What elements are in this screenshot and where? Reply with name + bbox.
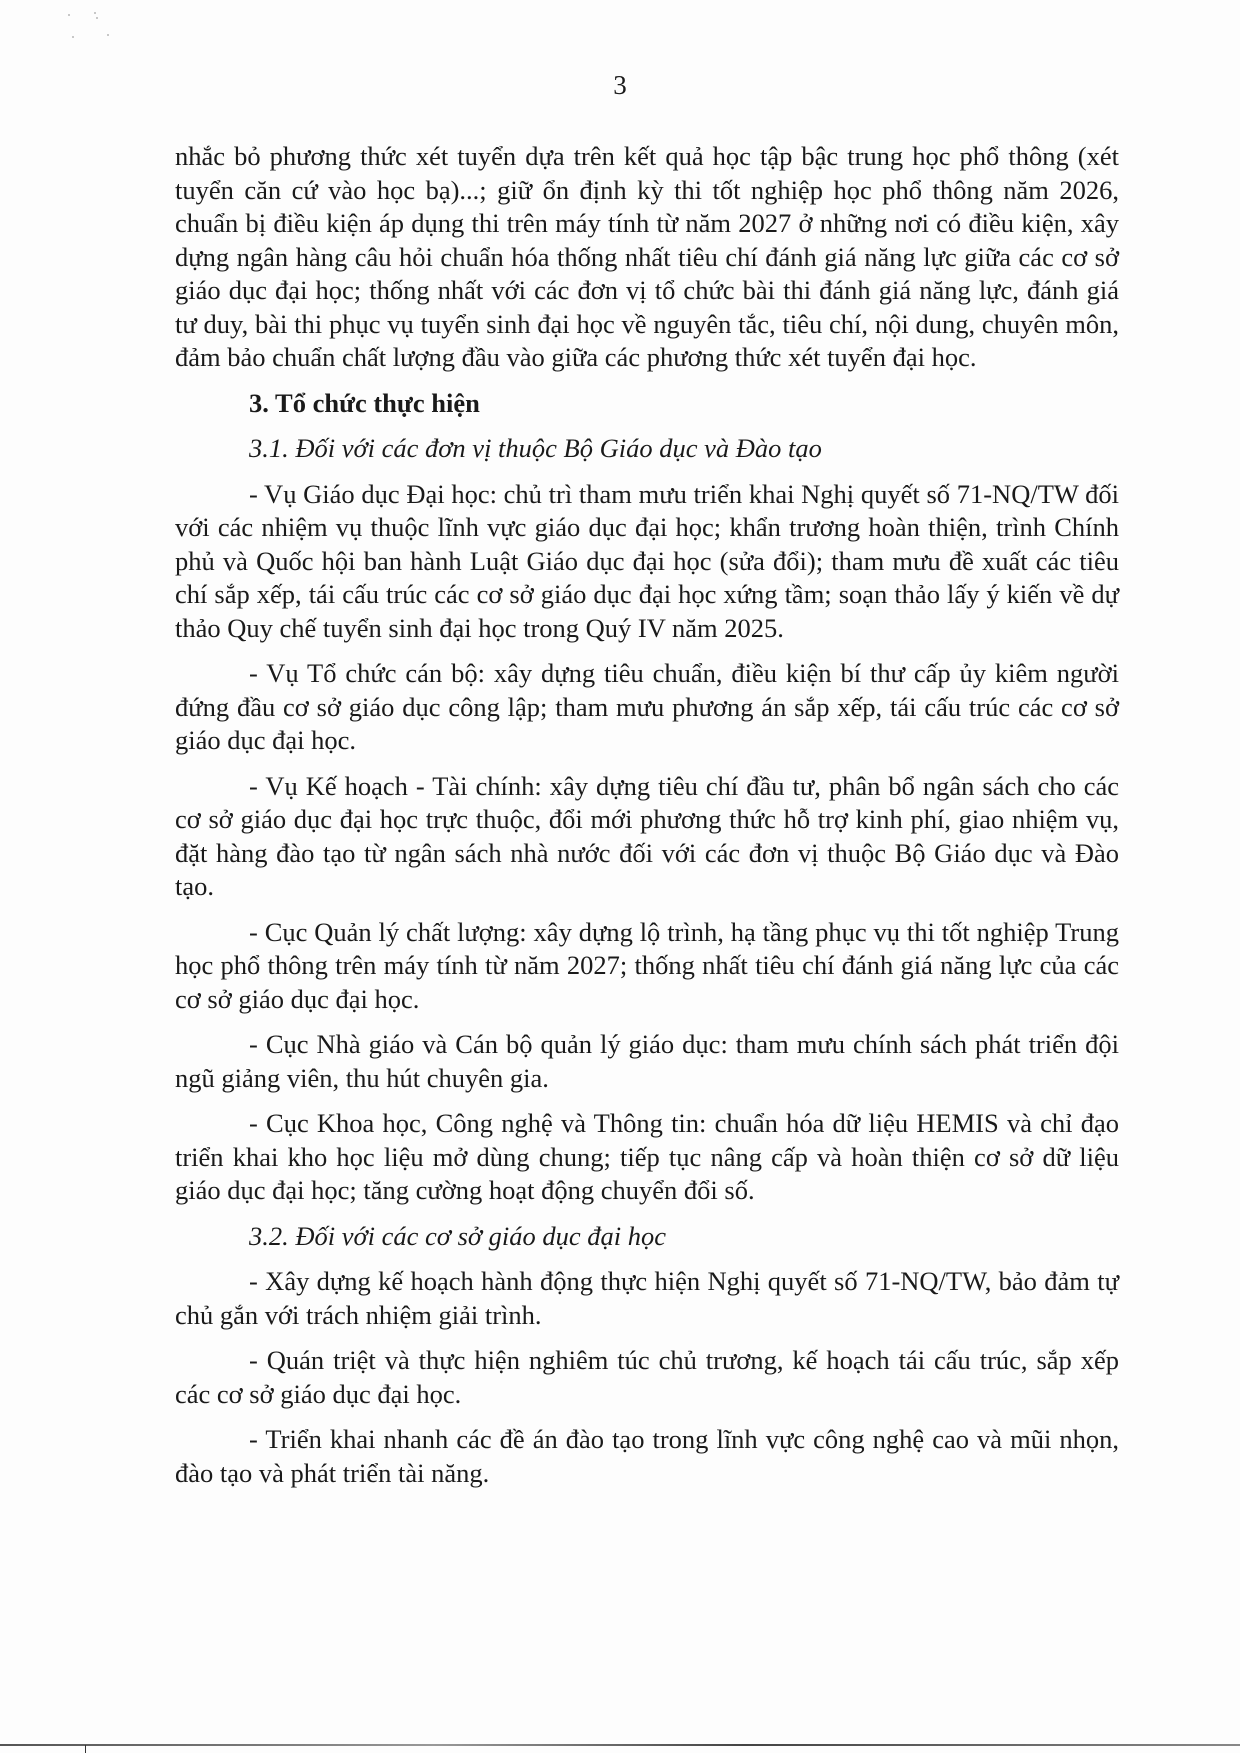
scan-artifact-marks — [60, 8, 160, 48]
bottom-scan-edge-line — [0, 1744, 1240, 1746]
subsection-heading-ministry-units: 3.1. Đối với các đơn vị thuộc Bộ Giáo dục và Đào tạo — [249, 433, 822, 463]
list-item-planning-finance-dept: - Vụ Kế hoạch - Tài chính: xây dựng tiêu chí đầu tư, phân bổ ngân sách cho các cơ sở giáo dục đại học trực thuộc, đổi mới phương thức hỗ trợ kinh phí, giao nhiệm vụ, đặt hàng đào tạo từ ngân sách nhà nước đối với các đơn vị thuộc Bộ Giáo dục và Đào tạo. — [175, 770, 1119, 901]
page-number: 3 — [613, 70, 627, 100]
list-item-restructuring: - Quán triệt và thực hiện nghiêm túc chủ trương, kế hoạch tái cấu trúc, sắp xếp các cơ sở giáo dục đại học. — [175, 1345, 1119, 1409]
scan-dot — [94, 12, 96, 14]
paragraph-continued-admissions: nhắc bỏ phương thức xét tuyển dựa trên kết quả học tập bậc trung học phổ thông (xét tuyển căn cứ vào học bạ)...; giữ ổn định kỳ thi tốt nghiệp học phổ thông năm 2026, chuẩn bị điều kiện áp dụng thi trên máy tính từ năm 2027 ở những nơi có điều kiện, xây dựng ngân hàng câu hỏi chuẩn hóa thống nhất tiêu chí đánh giá năng lực giữa các cơ sở giáo dục đại học; thống nhất với các đơn vị tổ chức bài thi đánh giá năng lực, đánh giá tư duy, bài thi phục vụ tuyển sinh đại học về nguyên tắc, tiêu chí, nội dung, chuyên môn, đảm bảo chuẩn chất lượng đầu vào giữa các phương thức xét tuyển đại học. — [175, 141, 1119, 372]
scan-dot — [107, 34, 109, 36]
section-heading-implementation: 3. Tổ chức thực hiện — [249, 387, 480, 418]
list-item-science-technology-dept: - Cục Khoa học, Công nghệ và Thông tin: chuẩn hóa dữ liệu HEMIS và chỉ đạo triển khai kho học liệu mở dùng chung; tiếp tục nâng cấp và hoàn thiện cơ sở dữ liệu giáo dục đại học; tăng cường hoạt động chuyển đổi số. — [175, 1108, 1119, 1205]
scan-dot — [96, 17, 98, 19]
subsection-heading-universities: 3.2. Đối với các cơ sở giáo dục đại học — [249, 1220, 667, 1251]
bottom-scan-edge-tick — [85, 1745, 86, 1753]
list-item-higher-education-dept: - Vụ Giáo dục Đại học: chủ trì tham mưu triển khai Nghị quyết số 71-NQ/TW đối với các nhiệm vụ thuộc lĩnh vực giáo dục đại học; khẩn trương hoàn thiện, trình Chính phủ và Quốc hội ban hành Luật Giáo dục đại học (sửa đổi); tham mưu đề xuất các tiêu chí sắp xếp, tái cấu trúc các cơ sở giáo dục đại học xứng tầm; soạn thảo lấy ý kiến về dự thảo Quy chế tuyển sinh đại học trong Quý IV năm 2025. — [175, 478, 1119, 643]
list-item-quality-management-dept: - Cục Quản lý chất lượng: xây dựng lộ trình, hạ tầng phục vụ thi tốt nghiệp Trung học phổ thông trên máy tính từ năm 2027; thống nhất tiêu chí đánh giá năng lực của các cơ sở giáo dục đại học. — [175, 916, 1119, 1014]
list-item-high-tech-training: - Triển khai nhanh các đề án đào tạo trong lĩnh vực công nghệ cao và mũi nhọn, đào tạo và phát triển tài năng. — [175, 1424, 1119, 1488]
list-item-personnel-dept: - Vụ Tổ chức cán bộ: xây dựng tiêu chuẩn, điều kiện bí thư cấp ủy kiêm người đứng đầu cơ sở giáo dục công lập; tham mưu phương án sắp xếp, tái cấu trúc các cơ sở giáo dục đại học. — [175, 658, 1119, 755]
scan-dot — [72, 36, 74, 38]
list-item-teachers-managers-dept: - Cục Nhà giáo và Cán bộ quản lý giáo dục: tham mưu chính sách phát triển đội ngũ giảng viên, thu hút chuyên gia. — [175, 1029, 1119, 1093]
document-body — [175, 140, 1119, 1490]
list-item-action-plan: - Xây dựng kế hoạch hành động thực hiện Nghị quyết số 71-NQ/TW, bảo đảm tự chủ gắn với trách nhiệm giải trình. — [175, 1266, 1119, 1330]
scan-dot — [68, 14, 70, 16]
